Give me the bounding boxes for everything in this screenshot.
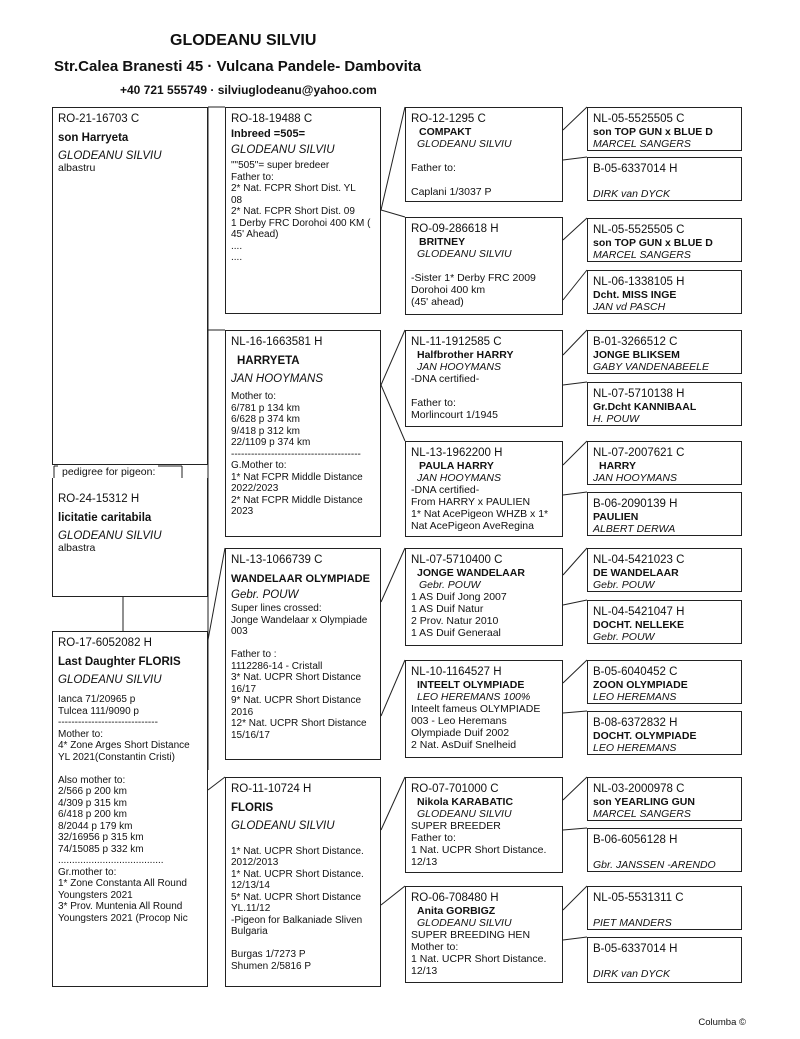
breeder-contact: +40 721 555749 · silviuglodeanu@yahoo.com — [120, 83, 377, 97]
pigeon-name: BRITNEY — [419, 236, 466, 248]
pigeon-name: INTEELT OLYMPIADE — [417, 679, 525, 691]
gen3-card — [405, 107, 563, 202]
breeder-name: LEO HEREMANS — [593, 691, 677, 703]
gen4-card — [587, 711, 742, 755]
breeder-name: ALBERT DERWA — [593, 523, 676, 535]
gen4-card — [587, 157, 742, 201]
breeder-name: Gebr. POUW — [593, 579, 655, 591]
subject-pigeon-card — [52, 107, 208, 465]
breeder-name: JAN HOOYMANS — [417, 472, 502, 484]
ring-number: RO-24-15312 H — [58, 493, 140, 505]
pigeon-notes: Mother to: 6/781 p 134 km 6/628 p 374 km 9/418 p 312 km 22/1109 p 374 km --------------------------------------- G.Mother to: 1* Nat FCPR Middle Distance 2022/2023 2* Nat FCPR Middle Distance 2023 — [231, 391, 363, 517]
breeder-name: GLODEANU SILVIU — [417, 808, 512, 820]
breeder-name: Gbr. JANSSEN -ARENDO — [593, 859, 716, 871]
pigeon-name: COMPAKT — [419, 126, 472, 138]
pigeon-notes: -Sister 1* Derby FRC 2009 Dorohoi 400 km (45' ahead) — [411, 272, 536, 308]
ring-number: B-08-6372832 H — [593, 717, 678, 729]
pigeon-name: DOCHT. OLYMPIADE — [593, 730, 697, 742]
pigeon-notes: 1* Nat. UCPR Short Distance. 2012/2013 1* Nat. UCPR Short Distance. 12/13/14 5* Nat. UCPR Short Distance YL.11/12 -Pigeon for Balkaniade Sliven Bulgaria Burgas 1/7273 P Shumen 2/5816 P — [231, 845, 364, 972]
pigeon-color: albastru — [58, 162, 96, 174]
pedigree-for-label: pedigree for pigeon: — [62, 466, 156, 478]
breeder-name: GLODEANU SILVIU — [231, 820, 335, 832]
ring-number: B-06-6056128 H — [593, 834, 678, 846]
dam-card — [52, 631, 208, 987]
ring-number: RO-12-1295 C — [411, 113, 486, 125]
breeder-name: GLODEANU SILVIU — [170, 32, 317, 49]
ring-number: NL-03-2000978 C — [593, 783, 685, 795]
pigeon-name: Dcht. MISS INGE — [593, 289, 677, 301]
pigeon-name: Last Daughter FLORIS — [58, 656, 181, 668]
pigeon-name: WANDELAAR OLYMPIADE — [231, 573, 370, 585]
gen4-card — [587, 828, 742, 872]
ring-number: NL-07-2007621 C — [593, 447, 685, 459]
pigeon-name: Gr.Dcht KANNIBAAL — [593, 401, 697, 413]
pigeon-name — [593, 956, 736, 968]
gen4-card — [587, 107, 742, 151]
gen2-card — [225, 777, 381, 987]
breeder-name: GLODEANU SILVIU — [417, 248, 512, 260]
breeder-name: H. POUW — [593, 413, 640, 425]
gen2-card — [225, 548, 381, 760]
gen4-card — [587, 548, 742, 592]
breeder-name: DIRK van DYCK — [593, 968, 671, 980]
breeder-name: PIET MANDERS — [593, 917, 672, 929]
gen3-card — [405, 217, 563, 315]
pigeon-name: HARRYETA — [237, 355, 300, 367]
gen4-card — [587, 886, 742, 930]
pigeon-notes: Inteelt fameus OLYMPIADE 003 - Leo Heremans Olympiade Duif 2002 2 Nat. AsDuif Snelheid — [411, 703, 541, 751]
ring-number: B-05-6337014 H — [593, 163, 678, 175]
pigeon-name: son Harryeta — [58, 132, 129, 144]
gen4-card — [587, 330, 742, 374]
ring-number: NL-05-5531311 C — [593, 892, 684, 904]
breeder-name: GLODEANU SILVIU — [231, 144, 335, 156]
gen4-card — [587, 600, 742, 644]
pigeon-name: Halfbrother HARRY — [417, 349, 514, 361]
breeder-address: Str.Calea Branesti 45 · Vulcana Pandele- Dambovita — [54, 58, 422, 75]
pigeon-name — [593, 905, 736, 917]
gen4-card — [587, 492, 742, 536]
pigeon-name: Nikola KARABATIC — [417, 796, 514, 808]
gen4-card — [587, 777, 742, 821]
pigeon-notes: Ianca 71/20965 p Tulcea 111/9090 p ------------------------------ Mother to: 4* Zone Arges Short Distance YL 2021(Constantin Cristi) Also mother to: 2/566 p 200 km 4/309 p 315 km 6/418 p 200 km 8/2044 p 179 km 32/16956 p 315 km 74/15085 p 332 km ...................................... Gr.mother to: 1* Zone Constanta All Round Youngsters 2021 3* Prov. Muntenia All Round Youngsters 2021 (Procop Nic — [58, 694, 190, 924]
gen3-card — [405, 660, 563, 758]
gen4-card — [587, 660, 742, 704]
ring-number: NL-10-1164527 H — [411, 666, 502, 678]
pigeon-notes: SUPER BREEDER Father to: 1 Nat. UCPR Short Distance. 12/13 — [411, 820, 547, 868]
pigeon-name: Inbreed =505= — [231, 128, 305, 140]
gen4-card — [587, 441, 742, 485]
breeder-name: GABY VANDENABEELE — [593, 361, 709, 373]
gen4-card — [587, 218, 742, 262]
gen3-card — [405, 330, 563, 427]
gen4-card — [587, 270, 742, 314]
pigeon-notes: Super lines crossed: Jonge Wandelaar x Olympiade 003 Father to : 1112286-14 - Cristall 3* Nat. UCPR Short Distance 16/17 9* Nat. UCPR Short Distance 2016 12* Nat. UCPR Short Distance 15/16/17 — [231, 603, 368, 741]
ring-number: RO-21-16703 C — [58, 113, 140, 125]
ring-number: RO-07-701000 C — [411, 783, 499, 795]
ring-number: RO-17-6052082 H — [58, 637, 152, 649]
ring-number: RO-09-286618 H — [411, 223, 499, 235]
breeder-name: Gebr. POUW — [593, 631, 655, 643]
breeder-name: GLODEANU SILVIU — [417, 917, 512, 929]
breeder-name: LEO HEREMANS 100% — [417, 691, 531, 703]
ring-number: RO-11-10724 H — [231, 783, 312, 795]
ring-number: NL-07-5710400 C — [411, 554, 503, 566]
pigeon-notes: SUPER BREEDING HEN Mother to: 1 Nat. UCPR Short Distance. 12/13 — [411, 929, 547, 977]
breeder-name: JAN HOOYMANS — [593, 472, 678, 484]
pigeon-name: PAULIEN — [593, 511, 639, 523]
breeder-name: LEO HEREMANS — [593, 742, 677, 754]
pigeon-name — [593, 847, 736, 859]
breeder-name: GLODEANU SILVIU — [58, 530, 162, 542]
gen4-card — [587, 937, 742, 983]
ring-number: B-05-6040452 C — [593, 666, 678, 678]
ring-number: B-05-6337014 H — [593, 943, 678, 955]
pigeon-name: DOCHT. NELLEKE — [593, 619, 685, 631]
pigeon-notes: -DNA certified- From HARRY x PAULIEN 1* Nat AcePigeon WHZB x 1* Nat AcePigeon AveRegina — [411, 484, 549, 532]
gen3-card — [405, 777, 563, 873]
pigeon-name: HARRY — [599, 460, 636, 472]
ring-number: NL-11-1912585 C — [411, 336, 502, 348]
pigeon-name — [593, 176, 736, 188]
gen2-card — [225, 330, 381, 537]
pigeon-name: JONGE BLIKSEM — [593, 349, 680, 361]
pigeon-name: son YEARLING GUN — [593, 796, 695, 808]
pigeon-notes: ""505"= super bredeer Father to: 2* Nat. FCPR Short Dist. YL 08 2* Nat. FCPR Short Dist. 09 1 Derby FRC Dorohoi 400 KM ( 45' Ahead) .... .... — [231, 160, 371, 263]
ring-number: NL-13-1962200 H — [411, 447, 503, 459]
ring-number: NL-04-5421023 C — [593, 554, 685, 566]
ring-number: RO-06-708480 H — [411, 892, 499, 904]
breeder-name: JAN HOOYMANS — [417, 361, 502, 373]
ring-number: NL-07-5710138 H — [593, 388, 685, 400]
ring-number: NL-04-5421047 H — [593, 606, 685, 618]
breeder-name: Gebr. POUW — [419, 579, 481, 591]
breeder-name: GLODEANU SILVIU — [58, 150, 162, 162]
pigeon-notes: 1 AS Duif Jong 2007 1 AS Duif Natur 2 Prov. Natur 2010 1 AS Duif Generaal — [411, 591, 507, 639]
gen3-card — [405, 548, 563, 646]
breeder-name: GLODEANU SILVIU — [417, 138, 512, 150]
pigeon-name: DE WANDELAAR — [593, 567, 679, 579]
ring-number: NL-05-5525505 C — [593, 113, 685, 125]
ring-number: RO-18-19488 C — [231, 113, 313, 125]
pigeon-name: ZOON OLYMPIADE — [593, 679, 688, 691]
pigeon-name: son TOP GUN x BLUE D — [593, 237, 713, 249]
gen3-card — [405, 886, 563, 983]
breeder-name: Gebr. POUW — [231, 589, 299, 601]
footer-credit: Columba © — [698, 1017, 746, 1028]
ring-number: B-01-3266512 C — [593, 336, 678, 348]
breeder-name: GLODEANU SILVIU — [58, 674, 162, 686]
ring-number: NL-06-1338105 H — [593, 276, 685, 288]
breeder-name: MARCEL SANGERS — [593, 808, 691, 820]
pigeon-name: licitatie caritabila — [58, 512, 152, 524]
pigeon-name: Anita GORBIGZ — [417, 905, 496, 917]
breeder-name: DIRK van DYCK — [593, 188, 671, 200]
pigeon-notes: -DNA certified- Father to: Morlincourt 1/1945 — [411, 373, 498, 421]
pigeon-name: FLORIS — [231, 802, 274, 814]
pigeon-name: PAULA HARRY — [419, 460, 494, 472]
ring-number: NL-05-5525505 C — [593, 224, 685, 236]
pigeon-notes: Father to: Caplani 1/3037 P — [411, 162, 492, 198]
ring-number: NL-16-1663581 H — [231, 336, 323, 348]
pigeon-color: albastra — [58, 542, 96, 554]
breeder-name: MARCEL SANGERS — [593, 138, 691, 150]
gen3-card — [405, 441, 563, 537]
gen4-card — [587, 382, 742, 426]
auction-pigeon-card — [52, 478, 208, 597]
gen2-card — [225, 107, 381, 314]
breeder-name: JAN HOOYMANS — [231, 373, 324, 385]
pigeon-name: son TOP GUN x BLUE D — [593, 126, 713, 138]
ring-number: NL-13-1066739 C — [231, 554, 323, 566]
ring-number: B-06-2090139 H — [593, 498, 678, 510]
pigeon-name: JONGE WANDELAAR — [417, 567, 525, 579]
breeder-name: MARCEL SANGERS — [593, 249, 691, 261]
breeder-name: JAN vd PASCH — [593, 301, 666, 313]
